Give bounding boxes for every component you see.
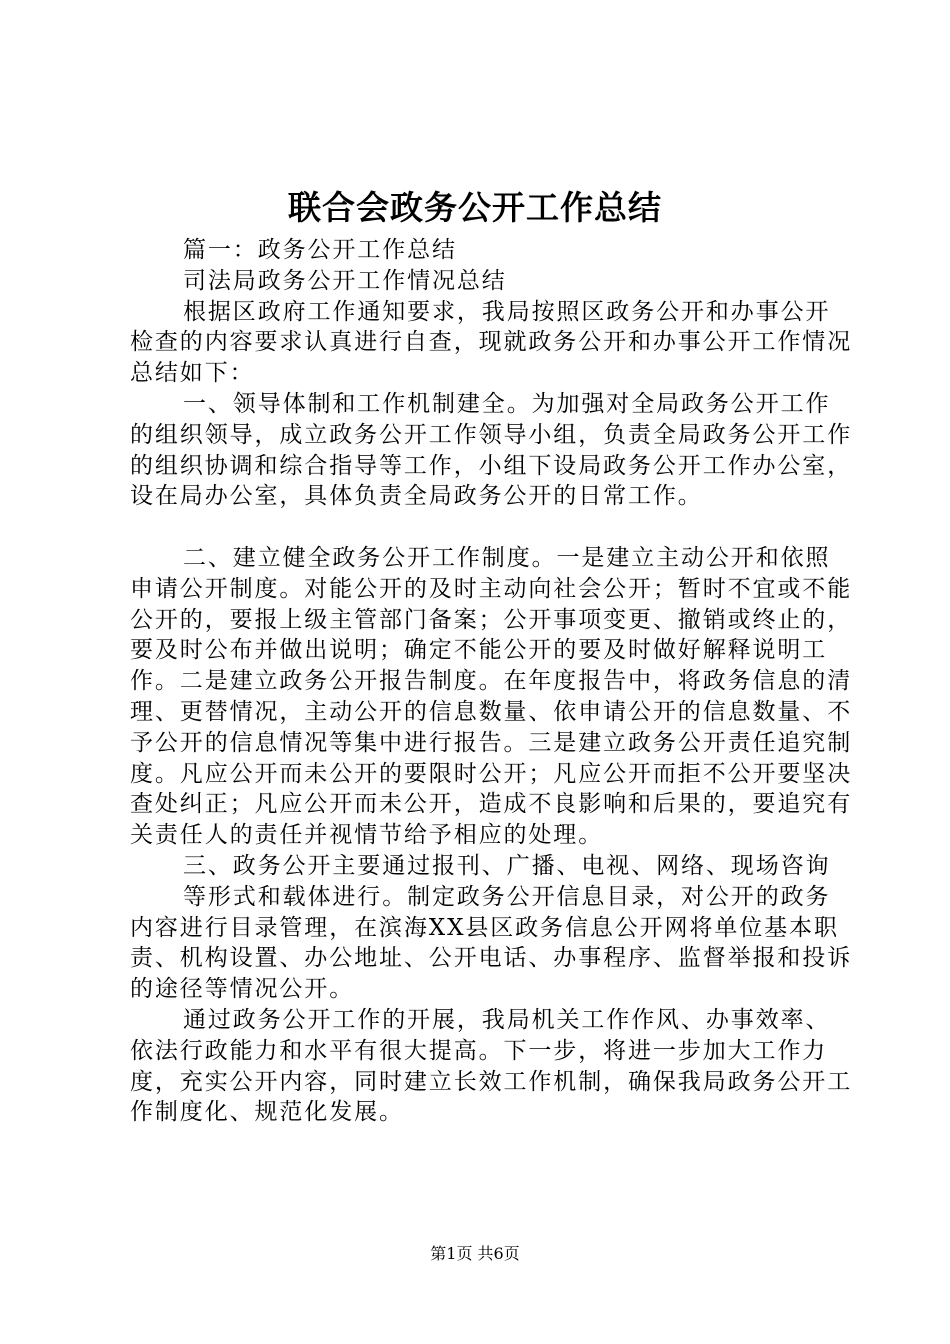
paragraph-subtitle: 司法局政务公开工作情况总结 xyxy=(183,267,507,294)
paragraph-point-two: 二、建立健全政务公开工作制度。一是建立主动公开和依照申请公开制度。对能公开的及时主动向社会公开；暂时不宜或不能公开的，要报上级主管部门备案；公开事项变更、撤销或终止的，要及时公布并做出说明；确定不能公开的要及时做好解释说明工作。二是建立政务公开报告制度。在年度报告中，将政务信息的清理、更替情况，主动公开的信息数量、依申请公开的信息数量、不予公开的信息情况等集中进行报告。三是建立政务公开责任追究制度。凡应公开而未公开的要限时公开；凡应公开而拒不公开要坚决查处纠正；凡应公开而未公开，造成不良影响和后果的，要追究有关责任人的责任并视情节给予相应的处理。 xyxy=(130,544,853,849)
paragraph-section-heading: 篇一：政务公开工作总结 xyxy=(183,237,457,263)
paragraph-point-three-continued: 等形式和载体进行。制定政务公开信息目录，对公开的政务内容进行目录管理，在滨海XX县区政务信息公开网将单位基本职责、机构设置、办公地址、公开电话、办事程序、监督举报和投诉的途径等情况公开。 xyxy=(130,883,853,1003)
page-number-footer: 第1页 共6页 xyxy=(430,1244,520,1263)
document-body xyxy=(130,235,854,1128)
paragraph-point-three: 三、政务公开主要通过报刊、广播、电视、网络、现场咨询 xyxy=(183,852,831,879)
paragraph-conclusion: 通过政务公开工作的开展，我局机关工作作风、办事效率、依法行政能力和水平有很大提高。下一步，将进一步加大工作力度，充实公开内容，同时建立长效工作机制，确保我局政务公开工作制度化、规范化发展。 xyxy=(130,1006,853,1126)
paragraph-point-one: 一、领导体制和工作机制建全。为加强对全局政务公开工作的组织领导，成立政务公开工作领导小组，负责全局政务公开工作的组织协调和综合指导等工作，小组下设局政务公开工作办公室，设在局办公室，具体负责全局政务公开的日常工作。 xyxy=(130,390,853,510)
paragraph-intro: 根据区政府工作通知要求，我局按照区政务公开和办事公开检查的内容要求认真进行自查，现就政务公开和办事公开工作情况总结如下： xyxy=(130,298,853,387)
document-title: 联合会政务公开工作总结 xyxy=(288,188,662,227)
